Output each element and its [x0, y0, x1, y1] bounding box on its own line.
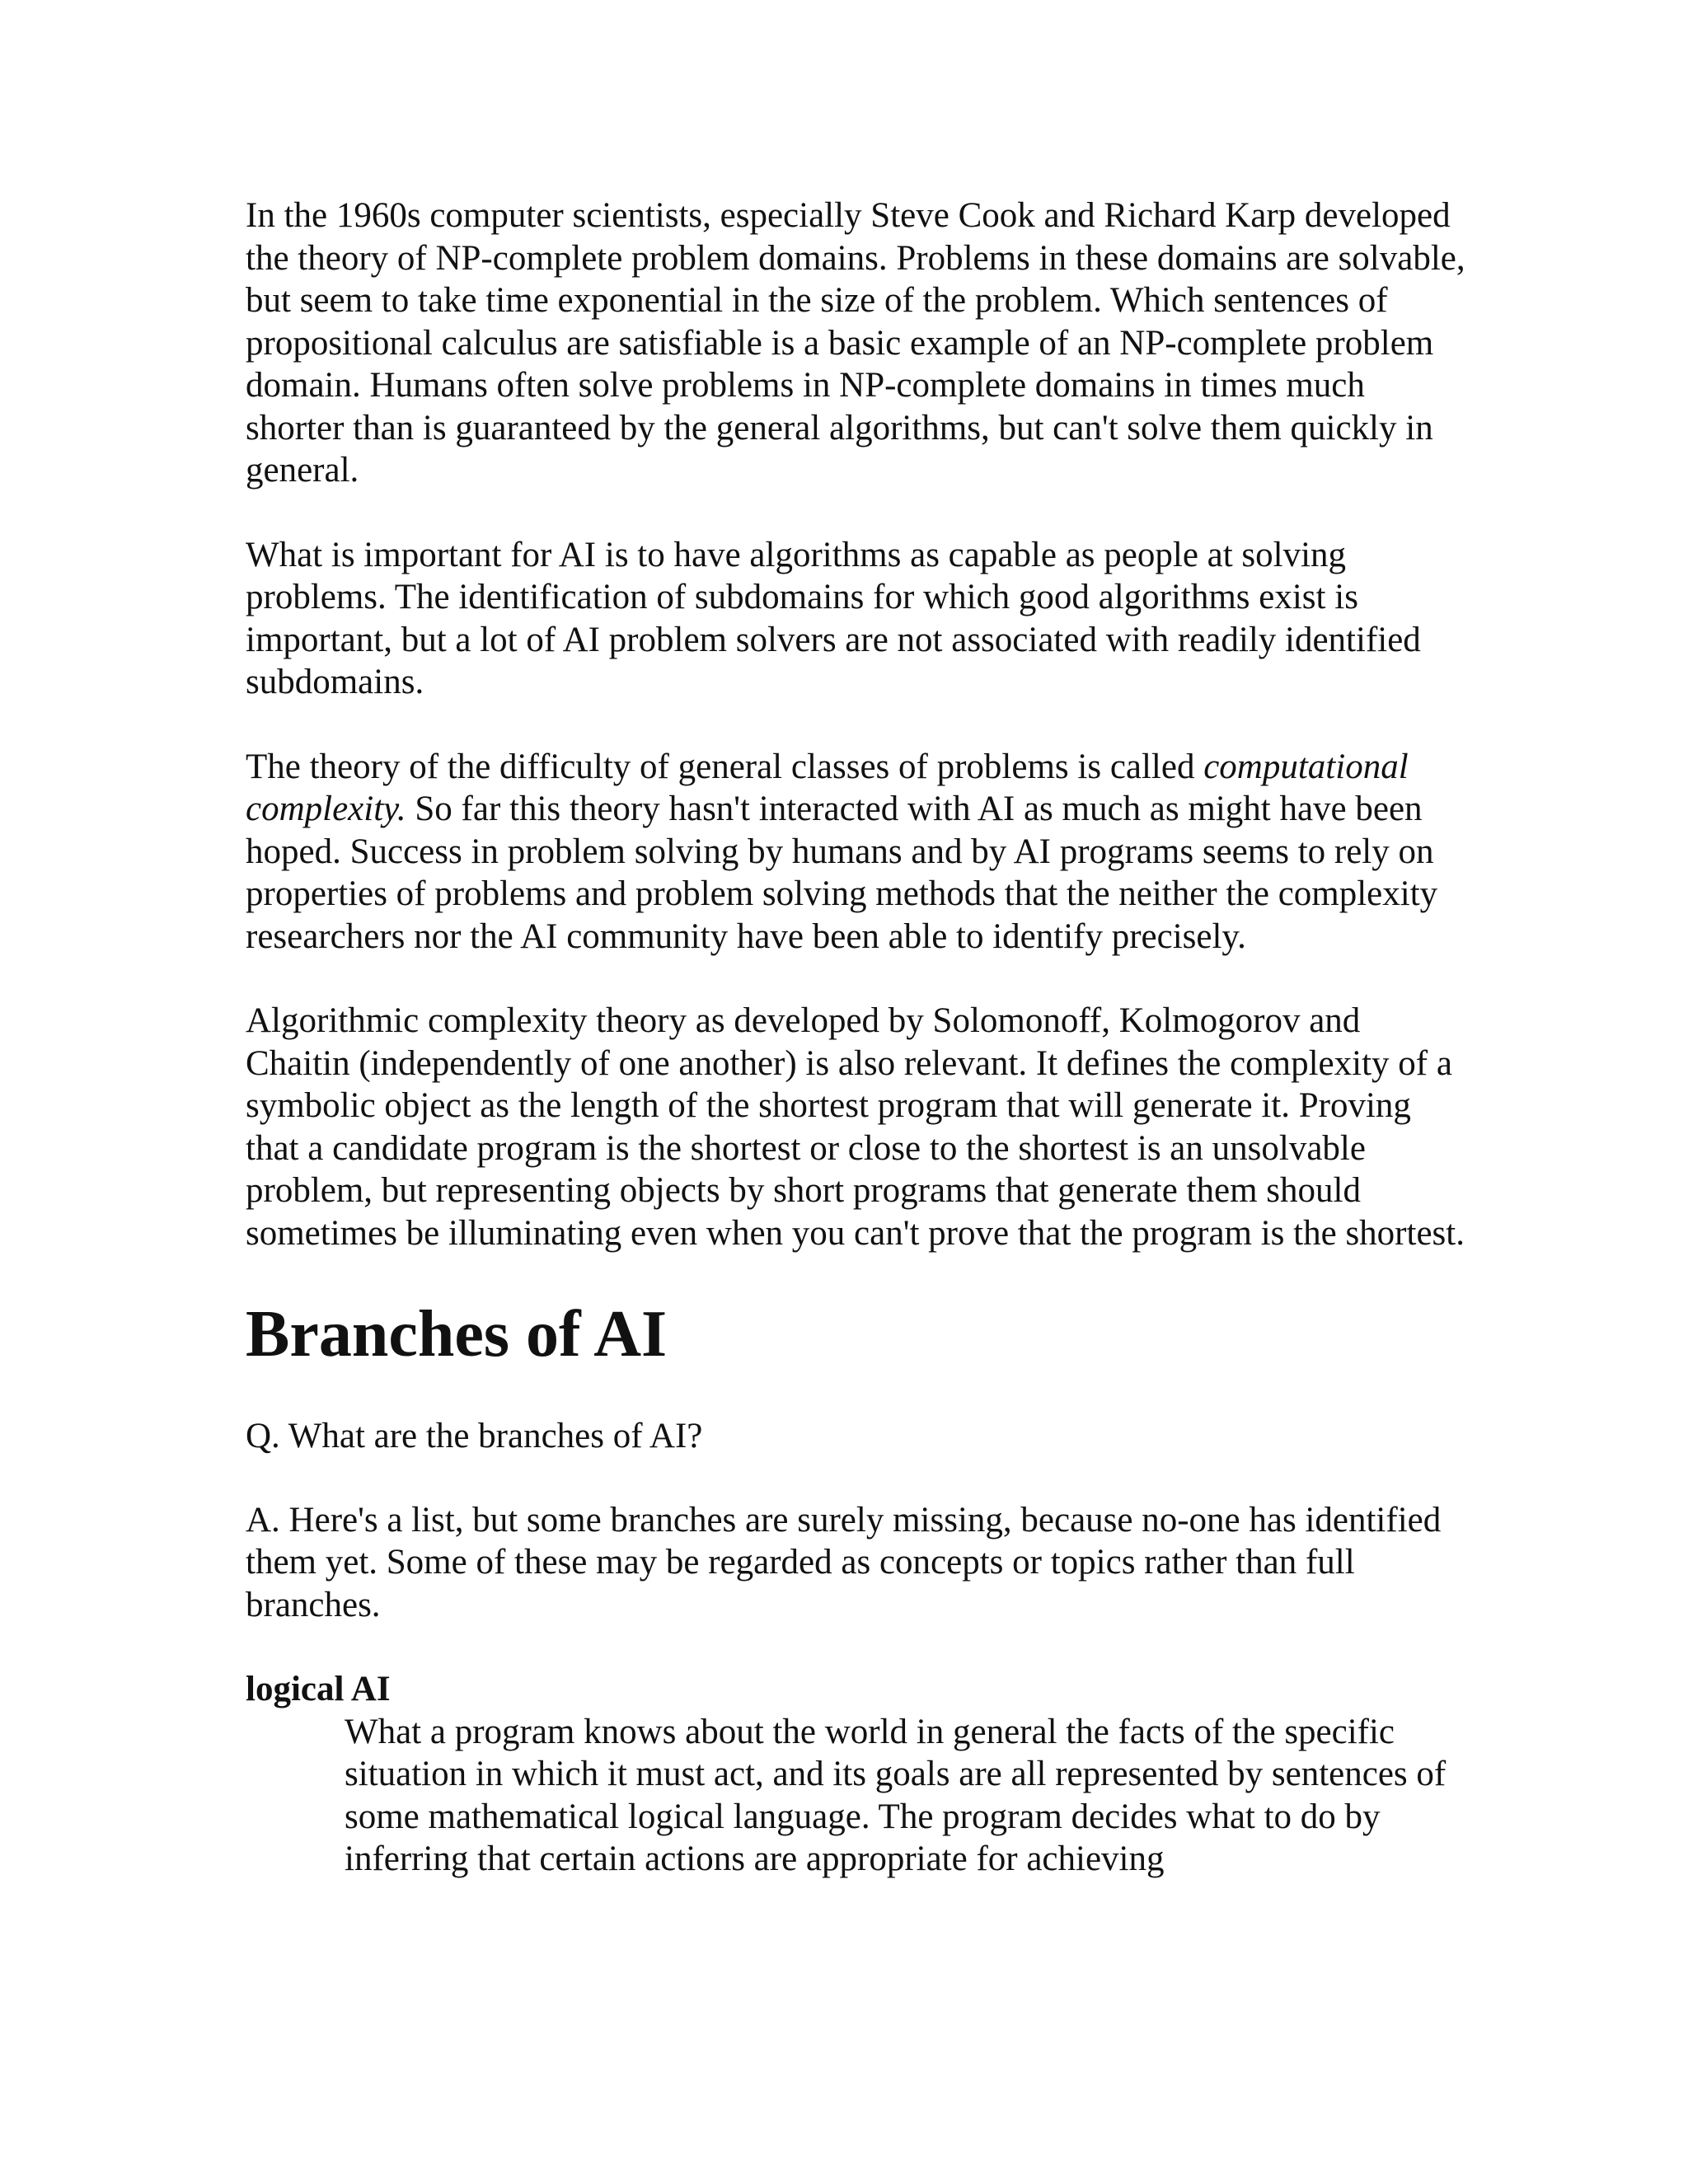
section-heading: Branches of AI: [246, 1298, 668, 1371]
question-line: Q. What are the branches of AI?: [246, 1417, 703, 1455]
document-page: [246, 194, 1465, 1881]
paragraph-text-start: The theory of the difficulty of general classes of problems is called: [246, 747, 1204, 786]
branch-term: logical AI: [246, 1670, 391, 1708]
paragraph-np-complete: In the 1960s computer scientists, especially Steve Cook and Richard Karp developed the theory of NP-complete problem domains. Problems in these domains are solvable, but seem to take time exponential in the size of the problem. Which sentences of propositional calculus are satisfiable is a basic example of an NP-complete problem domain. Humans often solve problems in NP-complete domains in times much shorter than is guaranteed by the general algorithms, but can't solve them quickly in general.: [246, 196, 1465, 490]
paragraph-algorithmic-complexity: Algorithmic complexity theory as developed by Solomonoff, Kolmogorov and Chaitin (independently of one another) is also relevant. It defines the complexity of a symbolic object as the length of the shortest program that will generate it. Proving that a candidate program is the shortest or close to the shortest is an unsolvable problem, but representing objects by short programs that generate them should sometimes be illuminating even when you can't prove that the program is the shortest.: [246, 1001, 1465, 1253]
paragraph-text-end: So far this theory hasn't interacted with AI as much as might have been hoped. Success in problem solving by humans and by AI programs seems to rely on properties of problems and problem solving methods that the neither the complexity researchers nor the AI community have been able to identify precisely.: [246, 790, 1438, 956]
paragraph-computational-complexity: [246, 746, 1465, 958]
branch-definition: What a program knows about the world in general the facts of the specific situation in which it must act, and its goals are all represented by sentences of some mathematical logical language. The program decides what to do by inferring that certain actions are appropriate for achieving: [345, 1712, 1447, 1878]
branches-list: [246, 1668, 1465, 1881]
italic-term: computational complexity.: [246, 747, 1409, 828]
answer-paragraph: A. Here's a list, but some branches are surely missing, because no-one has identified them yet. Some of these may be regarded as concepts or topics rather than full branches.: [246, 1500, 1442, 1624]
paragraph-ai-algorithms: What is important for AI is to have algorithms as capable as people at solving problems. The identification of subdomains for which good algorithms exist is important, but a lot of AI problem solvers are not associated with readily identified subdomains.: [246, 535, 1421, 701]
